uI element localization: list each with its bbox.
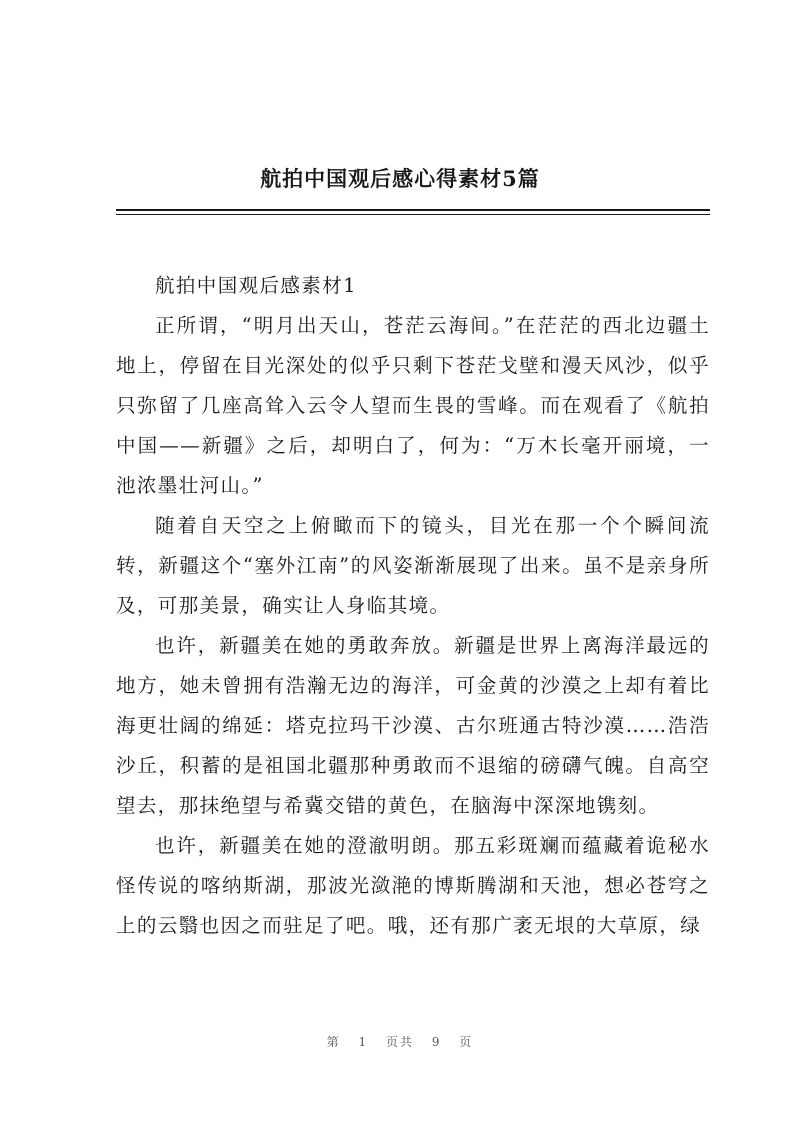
paragraph-2: 随着自天空之上俯瞰而下的镜头，目光在那一个个瞬间流转，新疆这个“塞外江南”的风姿渐渐展现了出来。虽不是亲身所及，可那美景，确实让人身临其境。 <box>116 514 710 617</box>
section-heading: 航拍中国观后感素材1 <box>155 274 357 297</box>
footer-current-page: 1 <box>358 1035 369 1049</box>
paragraph-1: 正所谓，“明月出天山，苍茫云海间。”在茫茫的西北边疆土地上，停留在目光深处的似乎只剩下苍茫戈壁和漫天风沙，似乎只弥留了几座高耸入云令人望而生畏的雪峰。而在观看了《航拍中国——新疆》之后，却明白了，何为：“万木长毫开丽境，一池浓墨壮河山。” <box>116 314 710 497</box>
footer-middle: 页共 <box>385 1035 414 1049</box>
document-title: 航拍中国观后感心得素材5篇 <box>260 166 540 191</box>
title-divider-thin <box>116 214 710 215</box>
paragraph-3: 也许，新疆美在她的勇敢奔放。新疆是世界上离海洋最远的地方，她未曾拥有浩瀚无边的海洋，可金黄的沙漠之上却有着比海更壮阔的绵延：塔克拉玛干沙漠、古尔班通古特沙漠……浩浩沙丘，积蓄的是祖国北疆那种勇敢而不退缩的磅礴气魄。自高空望去，那抹绝望与希冀交错的黄色，在脑海中深深地镌刻。 <box>116 634 710 817</box>
page-footer <box>0 1033 800 1050</box>
footer-prefix: 第 <box>326 1035 341 1049</box>
footer-total-pages: 9 <box>431 1035 442 1049</box>
paragraph-4: 也许，新疆美在她的澄澈明朗。那五彩斑斓而蕴藏着诡秘水怪传说的喀纳斯湖，那波光潋滟的博斯腾湖和天池，想必苍穹之上的云翳也因之而驻足了吧。哦，还有那广袤无垠的大草原，绿 <box>116 834 710 937</box>
document-body <box>116 266 710 946</box>
footer-suffix: 页 <box>459 1035 474 1049</box>
title-divider-thick <box>116 209 710 211</box>
